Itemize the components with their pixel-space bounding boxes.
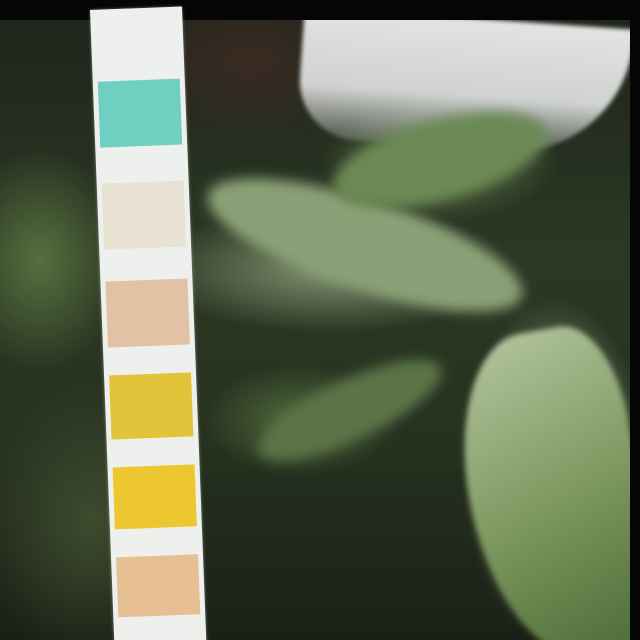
test-pad bbox=[105, 278, 189, 347]
test-pad bbox=[109, 372, 193, 439]
test-pad bbox=[98, 79, 182, 148]
test-pad bbox=[113, 464, 197, 529]
right-black-border bbox=[630, 0, 640, 640]
test-pad bbox=[116, 554, 200, 617]
test-pad bbox=[102, 181, 186, 250]
